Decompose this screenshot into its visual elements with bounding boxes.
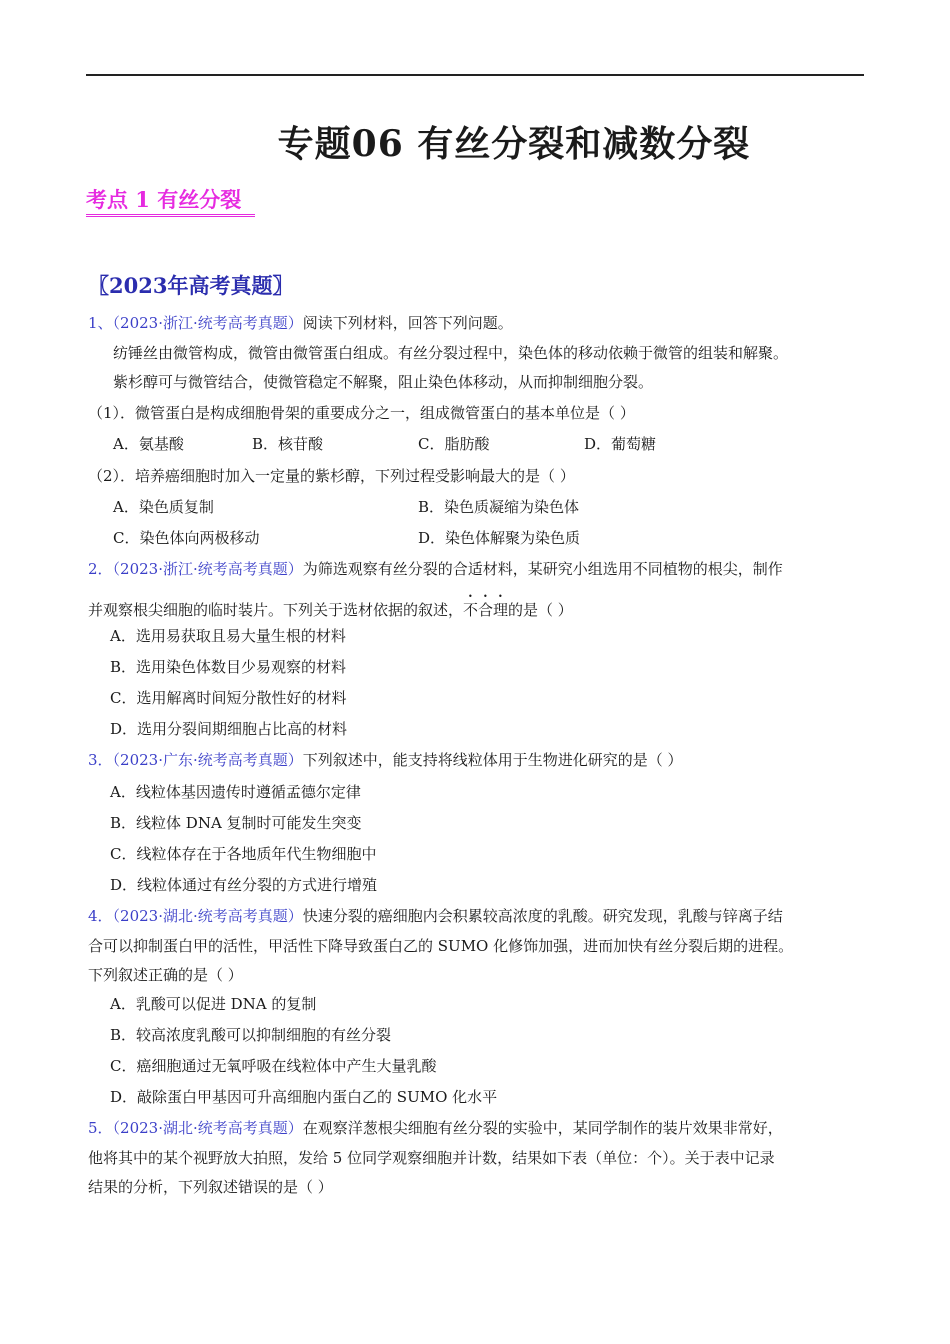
material-line: 纺锤丝由微管构成，微管由微管蛋白组成。有丝分裂过程中，染色体的移动依赖于微管的组装和解聚。 [113,344,789,362]
stem-text: 并观察根尖细胞的临时装片。下列关于选材依据的叙述， [88,601,464,619]
question-number: 5． [88,1119,113,1137]
option-d: D．染色体解聚为染色质 [418,529,581,547]
option-a: A．选用易获取且易大量生根的材料 [110,627,346,645]
option-a: A．氨基酸 [113,435,184,453]
option-d: D．葡萄糖 [584,435,657,453]
question-stem: 在观察洋葱根尖细胞有丝分裂的实验中，某同学制作的装片效果非常好， [302,1119,783,1137]
question-stem-line: 结果的分析，下列叙述错误的是（ ） [88,1178,333,1196]
option-a: A．乳酸可以促进 DNA 的复制 [110,995,317,1013]
option-b: B．选用染色体数目少易观察的材料 [110,658,347,676]
option-b: B．线粒体 DNA 复制时可能发生突变 [110,814,362,832]
question-source: （2023·浙江·统考高考真题） [112,314,303,332]
material-line: 紫杉醇可与微管结合，使微管稳定不解聚，阻止染色体移动，从而抑制细胞分裂。 [113,373,654,391]
question-stem-line: 下列叙述正确的是（ ） [88,966,243,984]
question-stem: 阅读下列材料，回答下列问题。 [302,314,513,332]
question-stem-line [88,592,573,621]
question-3-header [88,749,683,771]
emphasized-text: 不合理 [463,601,509,619]
section-heading: 〖2023年高考真题〗 [88,273,294,298]
question-number: 2． [88,560,113,578]
topic-heading: 考点 1 有丝分裂 [86,186,255,217]
question-source: （2023·广东·统考高考真题） [112,751,303,769]
question-source: （2023·湖北·统考高考真题） [112,907,303,925]
question-4-header [88,905,783,927]
question-5-header [88,1117,783,1139]
question-number: 3． [88,751,113,769]
question-stem: 快速分裂的癌细胞内会积累较高浓度的乳酸。研究发现，乳酸与锌离子结 [302,907,783,925]
question-2-header [88,558,783,580]
option-d: D．敲除蛋白甲基因可升高细胞内蛋白乙的 SUMO 化水平 [110,1088,498,1106]
stem-text: 的是（ ） [508,601,573,619]
header-rule [86,74,864,76]
option-d: D．选用分裂间期细胞占比高的材料 [110,720,348,738]
question-stem: 下列叙述中，能支持将线粒体用于生物进化研究的是（ ） [302,751,683,769]
option-a: A．染色质复制 [113,498,214,516]
option-c: C．染色体向两极移动 [113,529,260,547]
question-stem-line: 他将其中的某个视野放大拍照，发给 5 位同学观察细胞并计数，结果如下表（单位：个）。关于表中记录 [88,1149,775,1167]
question-number: 1、 [88,314,113,332]
option-c: C．脂肪酸 [418,435,490,453]
option-c: C．癌细胞通过无氧呼吸在线粒体中产生大量乳酸 [110,1057,437,1075]
option-d: D．线粒体通过有丝分裂的方式进行增殖 [110,876,378,894]
option-c: C．选用解离时间短分散性好的材料 [110,689,347,707]
question-1-header [88,312,513,334]
option-b: B．较高浓度乳酸可以抑制细胞的有丝分裂 [110,1026,392,1044]
option-b: B．染色质凝缩为染色体 [418,498,580,516]
page-title: 专题06 有丝分裂和减数分裂 [277,123,751,165]
question-stem-line: 合可以抑制蛋白甲的活性，甲活性下降导致蛋白乙的 SUMO 化修饰加强，进而加快有丝分裂后期的进程。 [88,937,794,955]
option-b: B．核苷酸 [252,435,324,453]
sub-question: （2）．培养癌细胞时加入一定量的紫杉醇，下列过程受影响最大的是（ ） [88,467,575,485]
question-source: （2023·湖北·统考高考真题） [112,1119,303,1137]
option-a: A．线粒体基因遗传时遵循孟德尔定律 [110,783,361,801]
question-source: （2023·浙江·统考高考真题） [112,560,303,578]
question-number: 4． [88,907,113,925]
option-c: C．线粒体存在于各地质年代生物细胞中 [110,845,377,863]
sub-question: （1）．微管蛋白是构成细胞骨架的重要成分之一，组成微管蛋白的基本单位是（ ） [88,404,635,422]
question-stem: 为筛选观察有丝分裂的合适材料，某研究小组选用不同植物的根尖，制作 [302,560,783,578]
